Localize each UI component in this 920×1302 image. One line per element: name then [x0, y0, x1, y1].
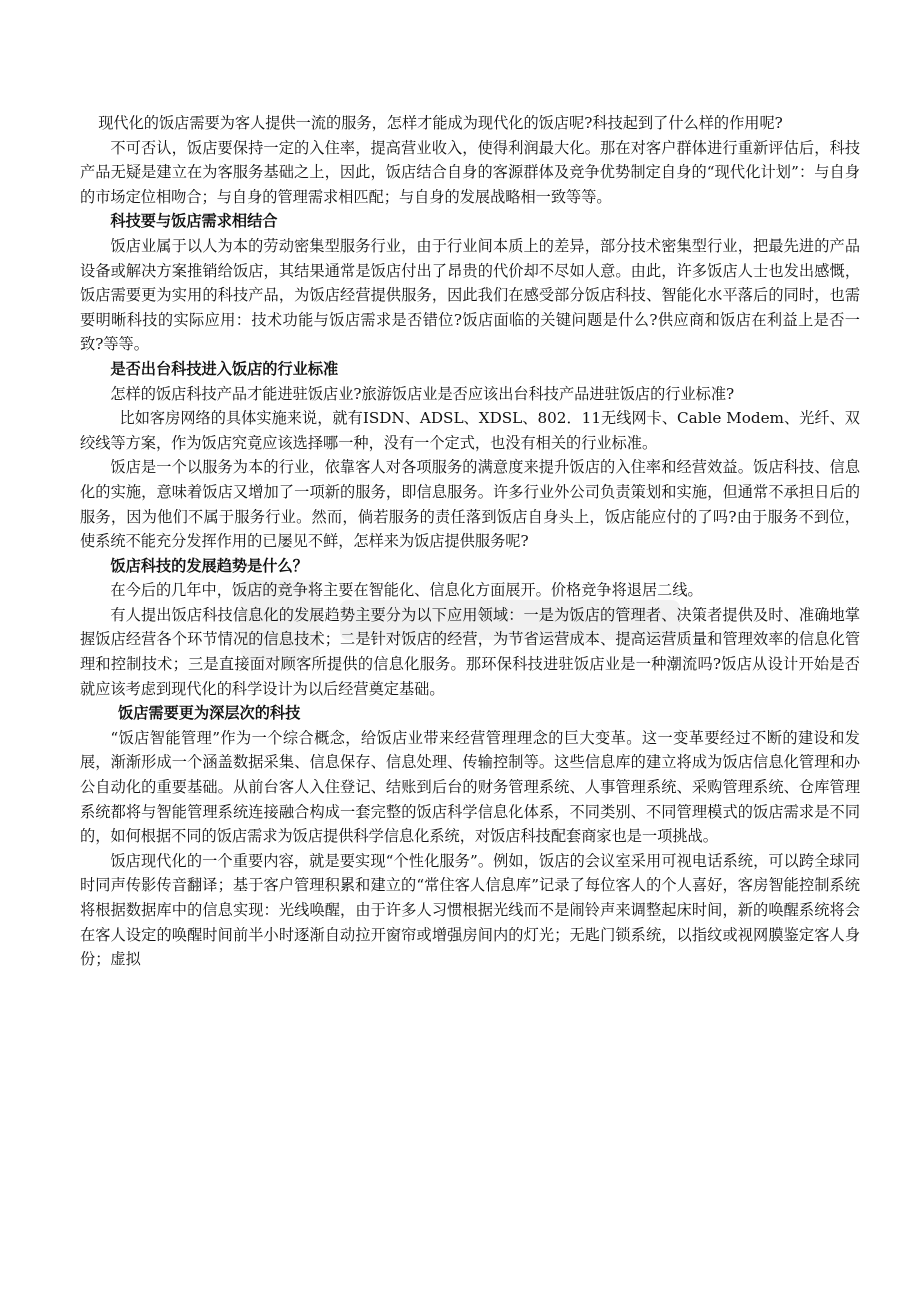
section-heading: 饭店科技的发展趋势是什么？	[110, 556, 308, 575]
paragraph: 饭店业属于以人为本的劳动密集型服务行业，由于行业间本质上的差异，部分技术密集型行业，把最先进的产品设备或解决方案推销给饭店，其结果通常是饭店付出了昂贵的代价却不尽如人意。由此，许多饭店人士也发出感慨，饭店需要更为实用的科技产品，为饭店经营提供服务，因此我们在感受部分饭店科技、智能化水平落后的同时，也需要明晰科技的实际应用：技术功能与饭店需求是否错位?饭店面临的关键问题是什么?供应商和饭店在利益上是否一致?等等。	[80, 236, 860, 354]
document-body	[80, 111, 860, 972]
paragraph: 饭店是一个以服务为本的行业，依靠客人对各项服务的满意度来提升饭店的入住率和经营效益。饭店科技、信息化的实施，意味着饭店又增加了一项新的服务，即信息服务。许多行业外公司负责策划和实施，但通常不承担日后的服务，因为他们不属于服务行业。然而，倘若服务的责任落到饭店自身头上，饭店能应付的了吗?由于服务不到位，使系统不能充分发挥作用的已屡见不鲜，怎样来为饭店提供服务呢?	[80, 458, 860, 551]
paragraph: “饭店智能管理”作为一个综合概念，给饭店业带来经营管理理念的巨大变革。这一变革要经过不断的建设和发展，渐渐形成一个涵盖数据采集、信息保存、信息处理、传输控制等。这些信息库的建立将成为饭店信息化管理和办公自动化的重要基础。从前台客人入住登记、结账到后台的财务管理系统、人事管理系统、采购管理系统、仓库管理系统都将与智能管理系统连接融合构成一套完整的饭店科学信息化体系，不同类别、不同管理模式的饭店需求是不同的，如何根据不同的饭店需求为饭店提供科学信息化系统，对饭店科技配套商家也是一项挑战。	[80, 728, 860, 846]
section-heading: 是否出台科技进入饭店的行业标准	[110, 359, 339, 378]
paragraph-intro: 现代化的饭店需要为客人提供一流的服务，怎样才能成为现代化的饭店呢?科技起到了什么样的作用呢?	[98, 114, 783, 132]
section-heading: 饭店需要更为深层次的科技	[118, 704, 301, 723]
paragraph: 比如客房网络的具体实施来说，就有ISDN、ADSL、XDSL、802．11无线网卡、Cable Modem、光纤、双绞线等方案，作为饭店究竟应该选择哪一种，没有一个定式，也没有相关的行业标准。	[80, 409, 860, 452]
paragraph: 有人提出饭店科技信息化的发展趋势主要分为以下应用领域：一是为饭店的管理者、决策者提供及时、准确地掌握饭店经营各个环节情况的信息技术；二是针对饭店的经营，为节省运营成本、提高运营质量和管理效率的信息化管理和控制技术；三是直接面对顾客所提供的信息化服务。那环保科技进驻饭店业是一种潮流吗?饭店从设计开始是否就应该考虑到现代化的科学设计为以后经营奠定基础。	[80, 605, 860, 698]
paragraph: 饭店现代化的一个重要内容，就是要实现“个性化服务”。例如，饭店的会议室采用可视电话系统，可以跨全球同时同声传影传音翻译；基于客户管理积累和建立的“常住客人信息库”记录了每位客人的个人喜好，客房智能控制系统将根据数据库中的信息实现：光线唤醒，由于许多人习惯根据光线而不是闹铃声来调整起床时间，新的唤醒系统将会在客人设定的唤醒时间前半小时逐渐自动拉开窗帘或增强房间内的灯光；无匙门锁系统，以指纹或视网膜鉴定客人身份；虚拟	[80, 851, 860, 969]
section-heading: 科技要与饭店需求相结合	[110, 212, 278, 231]
paragraph: 在今后的几年中，饭店的竞争将主要在智能化、信息化方面展开。价格竞争将退居二线。	[110, 581, 703, 600]
paragraph: 不可否认，饭店要保持一定的入住率，提高营业收入，使得利润最大化。那在对客户群体进行重新评估后，科技产品无疑是建立在为客服务基础之上，因此，饭店结合自身的客源群体及竞争优势制定自身的“现代化计划”：与自身的市场定位相吻合；与自身的管理需求相匹配；与自身的发展战略相一致等等。	[80, 138, 860, 206]
paragraph: 怎样的饭店科技产品才能进驻饭店业?旅游饭店业是否应该出台科技产品进驻饭店的行业标准?	[110, 384, 735, 403]
